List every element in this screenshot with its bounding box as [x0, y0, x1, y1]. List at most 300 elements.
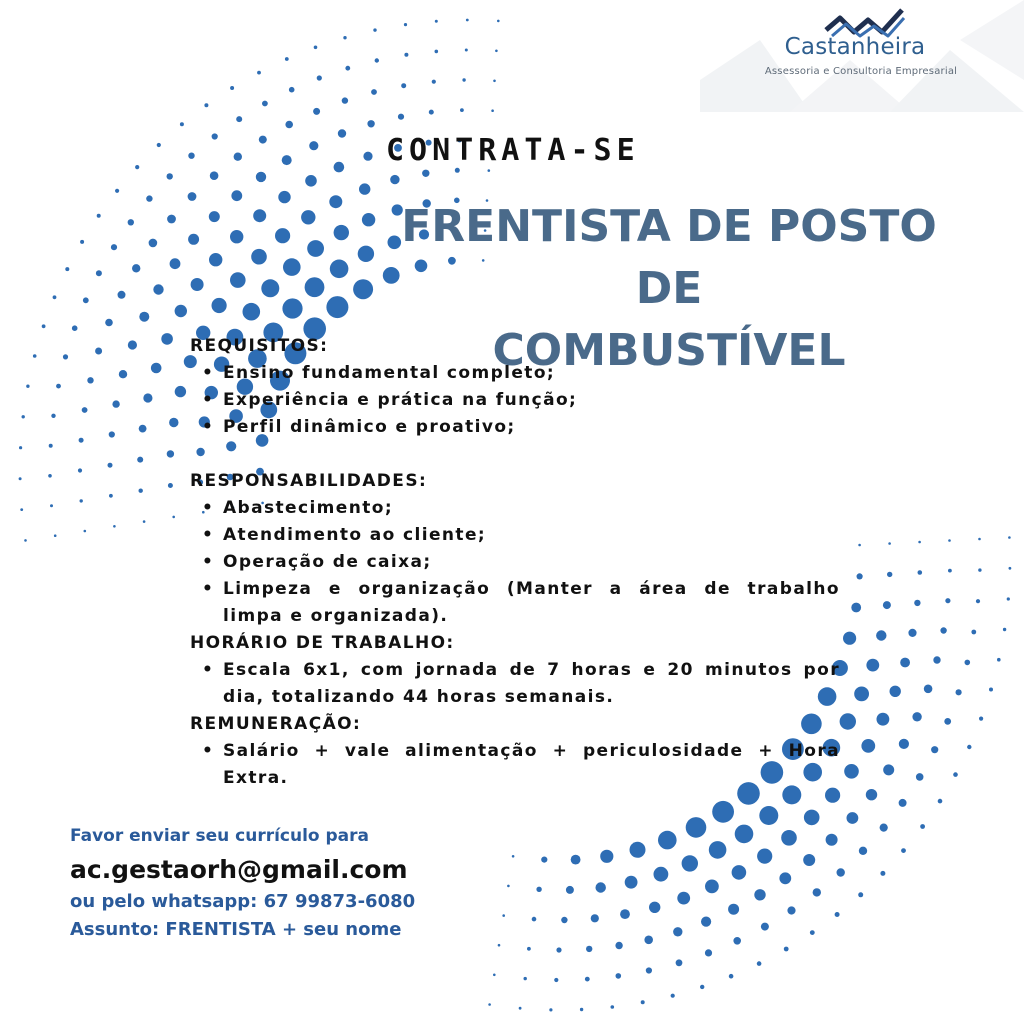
halftone-dot	[305, 277, 325, 297]
halftone-dot	[230, 272, 246, 288]
halftone-dot	[712, 801, 734, 823]
halftone-dot	[571, 855, 581, 865]
halftone-dot	[19, 477, 22, 480]
halftone-dot	[56, 384, 61, 389]
halftone-dot	[701, 917, 711, 927]
halftone-dot	[859, 847, 867, 855]
halftone-dot	[524, 977, 527, 980]
list-item: • Abastecimento;	[190, 495, 840, 522]
halftone-dot	[840, 713, 856, 729]
halftone-dot	[899, 739, 909, 749]
halftone-dot	[866, 659, 879, 672]
halftone-dot	[326, 296, 348, 318]
halftone-dot	[301, 210, 315, 224]
halftone-dot	[188, 192, 197, 201]
list-item: • Atendimento ao cliente;	[190, 522, 840, 549]
halftone-dot	[262, 101, 268, 107]
halftone-dot	[317, 75, 322, 80]
halftone-dot	[532, 917, 537, 922]
halftone-dot	[497, 20, 500, 23]
halftone-dot	[353, 279, 373, 299]
halftone-dot	[139, 312, 149, 322]
halftone-dot	[65, 267, 69, 271]
halftone-dot	[566, 886, 574, 894]
job-title-line-2: COMBUSTÍVEL	[492, 325, 846, 376]
halftone-dot	[209, 211, 220, 222]
halftone-dot	[810, 930, 815, 935]
halftone-dot	[358, 246, 374, 262]
halftone-dot	[920, 824, 925, 829]
halftone-dot	[754, 889, 765, 900]
halftone-dot	[887, 572, 892, 577]
bullet-icon: •	[202, 417, 215, 437]
halftone-dot	[146, 195, 152, 201]
halftone-dot	[843, 632, 856, 645]
halftone-dot	[493, 974, 496, 977]
halftone-dot	[329, 195, 342, 208]
halftone-dot	[630, 842, 646, 858]
halftone-dot	[80, 240, 84, 244]
halftone-dot	[175, 386, 186, 397]
halftone-dot	[128, 340, 137, 349]
horario-heading: HORÁRIO DE TRABALHO:	[190, 633, 455, 653]
halftone-dot	[307, 240, 324, 257]
responsabilidades-list	[190, 495, 840, 630]
halftone-dot	[735, 825, 754, 844]
halftone-dot	[924, 685, 933, 694]
halftone-dot	[880, 871, 885, 876]
halftone-dot	[435, 50, 439, 54]
list-item: • Salário + vale alimentação + periculosidade + Hora Extra.	[190, 738, 840, 792]
halftone-dot	[188, 234, 199, 245]
halftone-dot	[172, 516, 175, 519]
bullet-icon: •	[202, 579, 215, 599]
halftone-dot	[883, 764, 894, 775]
halftone-dot	[285, 57, 289, 61]
list-item: • Experiência e prática na função;	[190, 387, 840, 414]
halftone-dot	[137, 457, 143, 463]
halftone-dot	[234, 153, 242, 161]
halftone-dot	[204, 103, 208, 107]
halftone-dot	[259, 136, 267, 144]
halftone-dot	[253, 209, 266, 222]
halftone-dot	[527, 947, 531, 951]
halftone-dot	[343, 36, 346, 39]
halftone-dot	[591, 914, 599, 922]
halftone-dot	[586, 946, 592, 952]
halftone-dot	[649, 902, 660, 913]
halftone-dot	[188, 153, 194, 159]
halftone-dot	[109, 494, 113, 498]
halftone-dot	[371, 89, 377, 95]
halftone-dot	[82, 407, 88, 413]
halftone-dot	[84, 530, 87, 533]
halftone-dot	[398, 114, 404, 120]
halftone-dot	[119, 370, 127, 378]
halftone-dot	[944, 718, 951, 725]
halftone-dot	[880, 824, 888, 832]
halftone-dot	[900, 658, 910, 668]
halftone-dot	[600, 850, 613, 863]
halftone-dot	[488, 1003, 491, 1006]
halftone-dot	[491, 109, 494, 112]
halftone-dot	[111, 244, 117, 250]
halftone-dot	[700, 985, 704, 989]
halftone-dot	[888, 542, 891, 545]
bullet-icon: •	[202, 525, 215, 545]
halftone-dot	[536, 887, 541, 892]
halftone-dot	[309, 141, 318, 150]
halftone-dot	[866, 789, 877, 800]
bullet-icon: •	[202, 741, 215, 761]
halftone-dot	[78, 468, 82, 472]
halftone-dot	[20, 508, 23, 511]
halftone-dot	[212, 298, 227, 313]
halftone-dot	[373, 28, 376, 31]
halftone-dot	[79, 438, 84, 443]
halftone-dot	[465, 49, 468, 52]
halftone-dot	[401, 83, 406, 88]
list-item: • Limpeza e organização (Manter a área de trabalho limpa e organizada).	[190, 576, 840, 630]
halftone-dot	[19, 446, 22, 449]
halftone-dot	[283, 258, 301, 276]
halftone-dot	[139, 425, 147, 433]
hiring-heading: CONTRATA-SE	[386, 133, 640, 168]
halftone-dot	[948, 539, 951, 542]
halftone-dot	[95, 348, 102, 355]
halftone-dot	[1008, 536, 1011, 539]
halftone-dot	[42, 324, 46, 328]
halftone-dot	[230, 230, 243, 243]
halftone-dot	[677, 892, 690, 905]
halftone-dot	[931, 746, 938, 753]
halftone-dot	[658, 831, 677, 850]
halftone-dot	[390, 175, 399, 184]
halftone-dot	[556, 947, 561, 952]
halftone-dot	[965, 660, 971, 666]
halftone-dot	[168, 483, 173, 488]
list-item: • Ensino fundamental completo;	[190, 360, 840, 387]
halftone-dot	[175, 305, 187, 317]
halftone-dot	[404, 53, 408, 57]
halftone-dot	[243, 303, 261, 321]
bullet-icon: •	[202, 498, 215, 518]
halftone-dot	[945, 598, 950, 603]
halftone-dot	[976, 599, 980, 603]
halftone-dot	[733, 937, 741, 945]
halftone-dot	[157, 143, 161, 147]
halftone-dot	[835, 912, 840, 917]
halftone-dot	[108, 463, 113, 468]
halftone-dot	[912, 712, 921, 721]
halftone-dot	[256, 172, 266, 182]
halftone-dot	[109, 431, 115, 437]
halftone-dot	[826, 834, 838, 846]
halftone-dot	[844, 764, 859, 779]
halftone-dot	[883, 601, 891, 609]
halftone-dot	[50, 504, 53, 507]
halftone-dot	[460, 108, 464, 112]
halftone-dot	[813, 888, 821, 896]
halftone-dot	[933, 656, 940, 663]
halftone-dot	[971, 630, 976, 635]
halftone-dot	[261, 279, 279, 297]
list-item: • Operação de caixa;	[190, 549, 840, 576]
halftone-dot	[732, 865, 747, 880]
halftone-dot	[676, 959, 683, 966]
halftone-dot	[49, 444, 53, 448]
halftone-dot	[512, 855, 515, 858]
halftone-dot	[561, 917, 567, 923]
halftone-dot	[432, 80, 436, 84]
logo-subtitle: Assessoria e Consultoria Empresarial	[764, 66, 958, 77]
halftone-dot	[278, 191, 290, 203]
halftone-dot	[149, 239, 158, 248]
halftone-dot	[851, 603, 861, 613]
halftone-dot	[705, 880, 719, 894]
halftone-dot	[541, 857, 547, 863]
halftone-dot	[375, 58, 379, 62]
halftone-dot	[519, 1007, 522, 1010]
halftone-dot	[151, 363, 162, 374]
halftone-dot	[275, 228, 290, 243]
halftone-dot	[804, 810, 820, 826]
halftone-dot	[422, 170, 429, 177]
halftone-dot	[784, 947, 789, 952]
halftone-dot	[48, 474, 52, 478]
halftone-dot	[362, 213, 375, 226]
halftone-dot	[24, 539, 27, 542]
halftone-dot	[580, 1008, 583, 1011]
bullet-icon: •	[202, 660, 215, 680]
halftone-dot	[282, 155, 292, 165]
halftone-dot	[890, 686, 901, 697]
halftone-dot	[345, 66, 350, 71]
halftone-dot	[33, 354, 37, 358]
bullet-icon: •	[202, 363, 215, 383]
halftone-dot	[495, 50, 498, 53]
halftone-dot	[837, 868, 845, 876]
halftone-dot	[803, 854, 815, 866]
halftone-dot	[673, 927, 682, 936]
halftone-dot	[956, 689, 962, 695]
halftone-dot	[209, 253, 222, 266]
halftone-dot	[938, 799, 943, 804]
halftone-dot	[22, 415, 25, 418]
halftone-dot	[161, 333, 173, 345]
halftone-dot	[466, 19, 469, 22]
halftone-dot	[113, 525, 116, 528]
halftone-dot	[135, 165, 139, 169]
halftone-dot	[705, 949, 712, 956]
contact-intro: Favor enviar seu currículo para	[70, 826, 370, 846]
halftone-dot	[861, 739, 875, 753]
halftone-dot	[488, 169, 491, 172]
remuneracao-heading: REMUNERAÇÃO:	[190, 714, 362, 734]
halftone-dot	[429, 110, 434, 115]
halftone-dot	[167, 173, 173, 179]
halftone-dot	[787, 906, 795, 914]
halftone-dot	[230, 86, 234, 90]
halftone-dot	[615, 942, 622, 949]
halftone-dot	[96, 270, 102, 276]
halftone-dot	[728, 904, 739, 915]
halftone-dot	[899, 799, 907, 807]
halftone-dot	[169, 418, 178, 427]
halftone-dot	[118, 291, 126, 299]
halftone-dot	[282, 298, 302, 318]
halftone-dot	[953, 772, 958, 777]
halftone-dot	[671, 994, 675, 998]
halftone-dot	[854, 687, 869, 702]
halftone-dot	[654, 867, 669, 882]
halftone-dot	[781, 830, 797, 846]
halftone-dot	[761, 923, 769, 931]
requisitos-list	[190, 360, 840, 441]
halftone-dot	[498, 944, 501, 947]
halftone-dot	[435, 20, 438, 23]
halftone-dot	[757, 961, 762, 966]
halftone-dot	[305, 175, 317, 187]
contact-subject: Assunto: FRENTISTA + seu nome	[70, 919, 402, 940]
halftone-dot	[979, 717, 983, 721]
contact-email[interactable]: ac.gestaorh@gmail.com	[70, 855, 408, 884]
halftone-dot	[80, 499, 83, 502]
halftone-dot	[729, 974, 734, 979]
halftone-dot	[978, 568, 981, 571]
halftone-dot	[115, 189, 119, 193]
halftone-dot	[611, 1005, 615, 1009]
halftone-dot	[857, 573, 863, 579]
halftone-dot	[314, 46, 318, 50]
halftone-dot	[128, 219, 134, 225]
halftone-dot	[210, 171, 219, 180]
bullet-icon: •	[202, 390, 215, 410]
halftone-dot	[334, 225, 349, 240]
halftone-dot	[26, 385, 29, 388]
list-item: • Perfil dinâmico e proativo;	[190, 414, 840, 441]
halftone-dot	[54, 534, 57, 537]
halftone-dot	[462, 78, 465, 81]
halftone-dot	[554, 978, 558, 982]
halftone-dot	[908, 629, 916, 637]
halftone-dot	[87, 377, 93, 383]
halftone-dot	[257, 71, 261, 75]
halftone-dot	[709, 841, 727, 859]
halftone-dot	[948, 569, 952, 573]
remuneracao-list	[190, 738, 840, 792]
halftone-dot	[918, 570, 923, 575]
halftone-dot	[858, 892, 863, 897]
contact-whatsapp: ou pelo whatsapp: 67 99873-6080	[70, 891, 416, 912]
halftone-dot	[51, 414, 55, 418]
halftone-dot	[1003, 628, 1006, 631]
halftone-dot	[507, 885, 510, 888]
halftone-dot	[616, 973, 622, 979]
logo-name: Castanheira	[784, 34, 926, 60]
halftone-dot	[112, 400, 119, 407]
halftone-dot	[251, 249, 267, 265]
halftone-dot	[139, 489, 143, 493]
halftone-dot	[989, 688, 993, 692]
halftone-dot	[916, 773, 924, 781]
halftone-dot	[143, 393, 152, 402]
halftone-dot	[757, 849, 772, 864]
halftone-dot	[455, 168, 460, 173]
halftone-dot	[646, 967, 652, 973]
halftone-dot	[641, 1000, 645, 1004]
halftone-dot	[63, 354, 68, 359]
halftone-dot	[877, 713, 890, 726]
halftone-dot	[285, 121, 293, 129]
halftone-dot	[502, 914, 505, 917]
halftone-dot	[644, 936, 653, 945]
halftone-dot	[367, 120, 374, 127]
halftone-dot	[549, 1008, 552, 1011]
halftone-dot	[493, 80, 496, 83]
halftone-dot	[72, 325, 78, 331]
halftone-dot	[170, 258, 181, 269]
halftone-dot	[918, 541, 921, 544]
halftone-dot	[682, 855, 698, 871]
halftone-dot	[686, 817, 707, 838]
halftone-dot	[167, 215, 176, 224]
halftone-dot	[1009, 567, 1012, 570]
halftone-dot	[779, 872, 791, 884]
halftone-dot	[978, 538, 981, 541]
contact-block	[70, 822, 415, 944]
halftone-dot	[231, 190, 242, 201]
halftone-dot	[105, 319, 113, 327]
halftone-dot	[858, 544, 861, 547]
halftone-dot	[342, 97, 348, 103]
halftone-dot	[236, 116, 242, 122]
halftone-dot	[363, 152, 372, 161]
bullet-icon: •	[202, 552, 215, 572]
halftone-dot	[585, 977, 590, 982]
halftone-dot	[847, 812, 859, 824]
halftone-dot	[83, 297, 89, 303]
halftone-dot	[338, 129, 346, 137]
halftone-dot	[97, 214, 101, 218]
halftone-dot	[289, 87, 295, 93]
halftone-dot	[167, 450, 174, 457]
halftone-dot	[180, 122, 184, 126]
requisitos-heading: REQUISITOS:	[190, 336, 329, 356]
horario-list	[190, 657, 840, 711]
halftone-dot	[914, 600, 920, 606]
halftone-dot	[330, 260, 349, 279]
halftone-dot	[359, 183, 370, 194]
job-description	[190, 333, 840, 792]
halftone-dot	[404, 23, 407, 26]
list-item: • Escala 6x1, com jornada de 7 horas e 20 minutos por dia, totalizando 44 horas semanais.	[190, 657, 840, 711]
halftone-dot	[940, 627, 946, 633]
halftone-dot	[967, 745, 971, 749]
company-logo	[700, 0, 1024, 112]
job-title-line-1: FRENTISTA DE POSTO DE	[401, 201, 937, 314]
halftone-dot	[876, 630, 886, 640]
halftone-dot	[901, 848, 906, 853]
halftone-dot	[53, 295, 57, 299]
halftone-dot	[620, 909, 630, 919]
halftone-dot	[1007, 597, 1010, 600]
halftone-dot	[143, 520, 146, 523]
halftone-dot	[596, 882, 606, 892]
halftone-dot	[313, 108, 320, 115]
halftone-dot	[191, 278, 204, 291]
halftone-dot	[212, 133, 218, 139]
